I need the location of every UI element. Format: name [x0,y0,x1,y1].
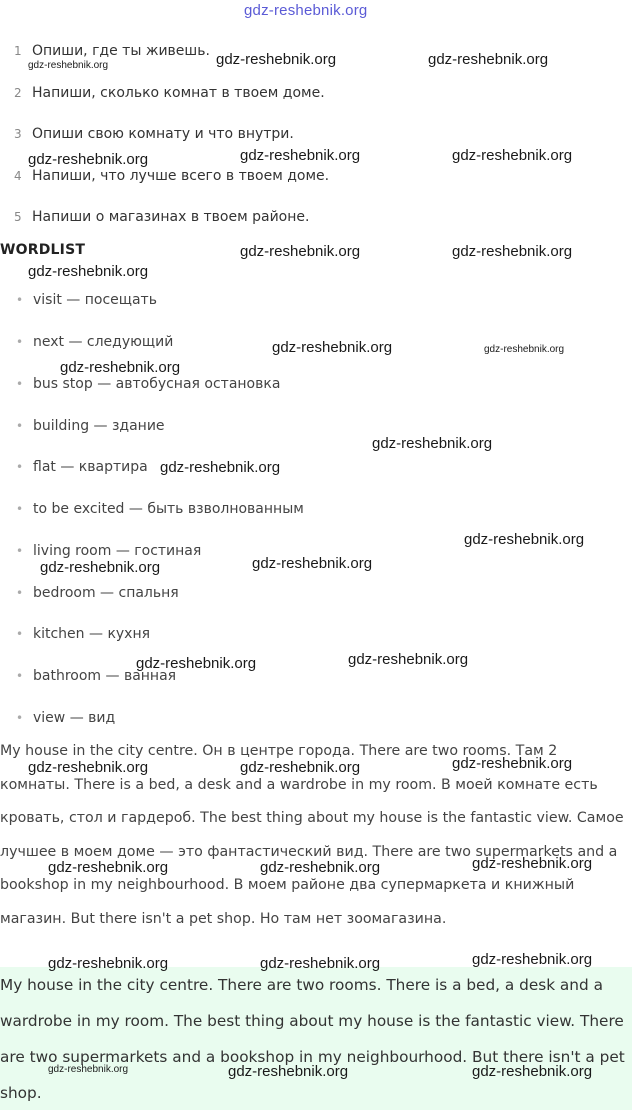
wordlist-heading: WORDLIST [0,242,86,258]
wordlist-item: • bedroom — спальня [16,585,179,601]
question-item: 4 Напиши, что лучше всего в твоем доме. [14,168,330,184]
question-item: 3 Опиши свою комнату и что внутри. [14,126,294,142]
watermark: gdz-reshebnik.org [28,151,149,168]
watermark: gdz-reshebnik.org [472,951,593,968]
watermark: gdz-reshebnik.org [252,555,373,572]
watermark: gdz-reshebnik.org [452,755,573,772]
watermark: gdz-reshebnik.org [260,955,381,972]
watermark: gdz-reshebnik.org [28,263,149,280]
watermark: gdz-reshebnik.org [60,359,181,376]
wordlist-item: • to be excited — быть взволнованным [16,501,304,517]
wordlist-item: • living room — гостиная [16,543,202,559]
watermark: gdz-reshebnik.org [216,51,337,68]
wordlist-item: • visit — посещать [16,292,157,308]
watermark: gdz-reshebnik.org [464,531,585,548]
wordlist-item: • kitchen — кухня [16,626,151,642]
watermark: gdz-reshebnik.org [28,759,149,776]
question-item: 1 Опиши, где ты живешь. [14,43,210,59]
watermark: gdz-reshebnik.org [484,344,565,355]
question-text: Напиши о магазинах в твоем районе. [32,209,310,225]
watermark-top: gdz-reshebnik.org [244,2,368,19]
wordlist-item: • bathroom — ванная [16,668,177,684]
watermark: gdz-reshebnik.org [240,759,361,776]
watermark: gdz-reshebnik.org [272,339,393,356]
watermark: gdz-reshebnik.org [40,559,161,576]
watermark: gdz-reshebnik.org [240,243,361,260]
watermark: gdz-reshebnik.org [472,855,593,872]
watermark: gdz-reshebnik.org [452,147,573,164]
watermark: gdz-reshebnik.org [48,955,169,972]
watermark: gdz-reshebnik.org [48,859,169,876]
question-text: Опиши свою комнату и что внутри. [32,126,294,142]
watermark: gdz-reshebnik.org [348,651,469,668]
watermark: gdz-reshebnik.org [260,859,381,876]
wordlist-item: • building — здание [16,418,165,434]
watermark: gdz-reshebnik.org [372,435,493,452]
watermark: gdz-reshebnik.org [452,243,573,260]
watermark: gdz-reshebnik.org [472,1063,593,1080]
question-item: 2 Напиши, сколько комнат в твоем доме. [14,85,325,101]
question-text: Опиши, где ты живешь. [32,43,210,59]
wordlist-item: • view — вид [16,710,116,726]
question-text: Напиши, сколько комнат в твоем доме. [32,85,325,101]
watermark: gdz-reshebnik.org [240,147,361,164]
bilingual-paragraph: My house in the city centre. Он в центре города. There are two rooms. Там 2 комнаты. There is a bed, a desk and a wardrobe in my room. В моей комнате есть кровать, стол и гардероб. The best thing about my house is the fantastic view. Самое лучшее в моем доме — это фантастический вид. There are two supermarkets and a bookshop in my neighbourhood. В моем районе два супермаркета и книжный магазин. But there isn't a pet shop. Но там нет зоомагазина. [0,743,624,927]
watermark: gdz-reshebnik.org [228,1063,349,1080]
wordlist-item: • flat — квартира [16,459,148,475]
wordlist-item: • bus stop — автобусная остановка [16,376,281,392]
question-text: Напиши, что лучше всего в твоем доме. [32,168,330,184]
watermark: gdz-reshebnik.org [160,459,281,476]
answer-paragraph: My house in the city centre. There are two rooms. There is a bed, a desk and a wardrobe in my room. The best thing about my house is the fantastic view. There are two supermarkets and a bookshop in my neighbourhood. But there isn't a pet shop. [0,976,625,1102]
watermark: gdz-reshebnik.org [48,1064,129,1075]
wordlist-item: • next — следующий [16,334,174,350]
watermark: gdz-reshebnik.org [428,51,549,68]
question-item: 5 Напиши о магазинах в твоем районе. [14,209,310,225]
watermark: gdz-reshebnik.org [28,60,109,71]
watermark: gdz-reshebnik.org [136,655,257,672]
